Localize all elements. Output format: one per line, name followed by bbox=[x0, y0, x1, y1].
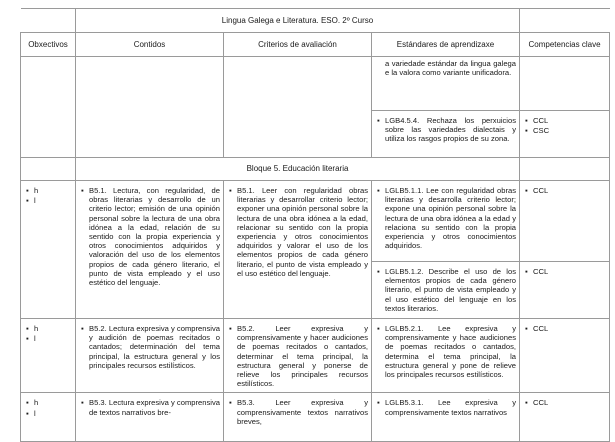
standard-cell: ▪ LGLB5.3.1. Lee expresiva y comprensivamente textos narrativos bbox=[372, 393, 520, 442]
criteria-text: B5.2. Leer expresiva y comprensivamente y hacer audiciones de poemas recitados o cantados, determinar el tema principal, la estructura general y ponerse de relieve los principales recursos estilísticos. bbox=[237, 324, 368, 389]
standard-cell: ▪ LGB4.5.4. Rechaza los perxuicios sobre las variedades dialectais y utiliza los rasgos propios de su zona. bbox=[372, 111, 520, 158]
criteria-text: B5.1. Leer con regularidad obras literarias y desarrollar criterio lector; exponer una opinión personal sobre la lectura de una obra idónea a la edad, relacionar su sentido con la propia experiencia y otros conocimientos adquiridos y valorar el uso de los elementos propios de cada género literario, el punto de vista empleado y el uso estético del lenguaje. bbox=[237, 186, 368, 278]
competencies-cell: ▪ CCL bbox=[520, 393, 610, 442]
header-contents: Contidos bbox=[76, 33, 224, 57]
standard-text: LGLB5.1.1. Lee con regularidad obras literarias y desarrolla criterio lector; expone una opinión personal sobre la lectura de una obra idónea a la edad y relaciona su sentido con la propia experiencia y otros conocimientos adquiridos. bbox=[385, 186, 517, 251]
competencies-cell: ▪ CCL ▪ CSC bbox=[520, 111, 610, 158]
objective-code: l bbox=[34, 334, 36, 344]
table-title-row bbox=[21, 9, 610, 33]
criteria-cell: ▪ B5.1. Leer con regularidad obras literarias y desarrollar criterio lector; exponer una opinión personal sobre la lectura de una obra idónea a la edad, relacionar su sentido con la propia experiencia y otros conocimientos adquiridos y valorar el uso de los elementos propios de cada género literario, el punto de vista empleado y el uso estético del lenguaje. bbox=[224, 181, 372, 319]
competency-code: CCL bbox=[533, 398, 549, 408]
contents-text: B5.3. Lectura expresiva y comprensiva de textos narrativos bre- bbox=[89, 398, 220, 417]
objectives-cell: ▪ h ▪ l bbox=[21, 181, 76, 319]
contents-text: B5.1. Lectura, con regularidad, de obras literarias y desarrollo de un criterio lector; emisión de una opinión personal sobre la lectura de una obra idónea a la edad, relación de su sentido con la propia experiencia y otros conocimientos adquiridos y valoración del uso de los elementos propios de cada género literario, el punto de vista empleado y el uso estético del lenguaje. bbox=[89, 186, 220, 288]
contents-cell: ▪ B5.2. Lectura expresiva y comprensiva y audición de poemas recitados o cantados; determinación del tema principal, la estructura general y los principales recursos estilísticos. bbox=[76, 319, 224, 393]
standard-text: LGB4.5.4. Rechaza los perxuicios sobre las variedades dialectais y utiliza los rasgos propios de su zona. bbox=[385, 116, 517, 144]
block-title-row bbox=[21, 158, 610, 181]
objectives-cell: ▪ h ▪ l bbox=[21, 393, 76, 442]
competency-code: CCL bbox=[533, 267, 549, 276]
standard-text: LGLB5.2.1. Lee expresiva y comprensivamente y hace audiciones de poemas recitados o cantados, determina el tema principal, la estructura general y pone de relieve los principales recursos estilísticos. bbox=[385, 324, 517, 380]
standard-cell bbox=[372, 57, 520, 111]
objective-code: h bbox=[34, 186, 39, 195]
table-row bbox=[21, 57, 610, 111]
table-row bbox=[21, 393, 610, 442]
competency-code: CSC bbox=[533, 126, 550, 136]
standard-text: LGLB5.1.2. Describe el uso de los elementos propios de cada género literario, el punto de vista empleado y el uso estético del lenguaje en los textos literarios. bbox=[385, 267, 517, 313]
block-title-spacer bbox=[21, 158, 76, 181]
table-title: Lingua Galega e Literatura. ESO. 2º Curso bbox=[76, 9, 520, 33]
standard-cell: ▪ LGLB5.1.2. Describe el uso de los elementos propios de cada género literario, el punto de vista empleado y el uso estético del lenguaje en los textos literarios. bbox=[372, 262, 520, 319]
header-criteria: Criterios de avaliación bbox=[224, 33, 372, 57]
objective-code: h bbox=[34, 398, 39, 408]
competency-code: CCL bbox=[533, 324, 549, 333]
objectives-cell bbox=[21, 57, 76, 158]
title-spacer bbox=[21, 9, 76, 33]
criteria-cell: ▪ B5.3. Leer expresiva y comprensivamente textos narrativos breves, bbox=[224, 393, 372, 442]
objective-code: h bbox=[34, 324, 39, 333]
criteria-cell: ▪ B5.2. Leer expresiva y comprensivamente y hacer audiciones de poemas recitados o cantados, determinar el tema principal, la estructura general y ponerse de relieve los principales recursos estilísticos. bbox=[224, 319, 372, 393]
competency-code: CCL bbox=[533, 116, 549, 125]
standard-text: LGLB5.3.1. Lee expresiva y comprensivamente textos narrativos bbox=[385, 398, 517, 417]
curriculum-table bbox=[20, 8, 610, 442]
contents-cell bbox=[76, 57, 224, 158]
contents-text: B5.2. Lectura expresiva y comprensiva y audición de poemas recitados o cantados; determinación del tema principal, la estructura general y los principales recursos estilísticos. bbox=[89, 324, 220, 370]
competencies-cell: ▪ CCL bbox=[520, 181, 610, 262]
objective-code: l bbox=[34, 408, 36, 418]
competencies-cell: ▪ CCL bbox=[520, 262, 610, 319]
block-title-spacer-right bbox=[520, 158, 610, 181]
standard-cell: ▪ LGLB5.2.1. Lee expresiva y comprensivamente y hace audiciones de poemas recitados o cantados, determina el tema principal, la estructura general y pone de relieve los principales recursos estilísticos. bbox=[372, 319, 520, 393]
header-competencies: Competencias clave bbox=[520, 33, 610, 57]
block-title: Bloque 5. Educación literaria bbox=[76, 158, 520, 181]
criteria-text: B5.3. Leer expresiva y comprensivamente textos narrativos breves, bbox=[237, 398, 368, 426]
objectives-cell: ▪ h ▪ l bbox=[21, 319, 76, 393]
objective-code: l bbox=[34, 196, 36, 206]
contents-cell: ▪ B5.1. Lectura, con regularidad, de obras literarias y desarrollo de un criterio lector; emisión de una opinión personal sobre la lectura de una obra idónea a la edad, relación de su sentido con la propia experiencia y otros conocimientos adquiridos y valoración del uso de los elementos propios de cada género literario, el punto de vista empleado y el uso estético del lenguaje. bbox=[76, 181, 224, 319]
table-row bbox=[21, 319, 610, 393]
header-row bbox=[21, 33, 610, 57]
header-standards: Estándares de aprendizaxe bbox=[372, 33, 520, 57]
table-row bbox=[21, 181, 610, 262]
competencies-cell bbox=[520, 57, 610, 111]
standard-cell: ▪ LGLB5.1.1. Lee con regularidad obras literarias y desarrolla criterio lector; expone una opinión personal sobre la lectura de una obra idónea a la edad y relaciona su sentido con la propia experiencia y otros conocimientos adquiridos. bbox=[372, 181, 520, 262]
title-spacer-right bbox=[520, 9, 610, 33]
standard-text: a variedade estándar da lingua galega e la valora como variante unificadora. bbox=[385, 59, 517, 78]
competency-code: CCL bbox=[533, 186, 549, 195]
header-objectives: Obxectivos bbox=[21, 33, 76, 57]
competencies-cell: ▪ CCL bbox=[520, 319, 610, 393]
contents-cell: ▪ B5.3. Lectura expresiva y comprensiva de textos narrativos bre- bbox=[76, 393, 224, 442]
criteria-cell bbox=[224, 57, 372, 158]
